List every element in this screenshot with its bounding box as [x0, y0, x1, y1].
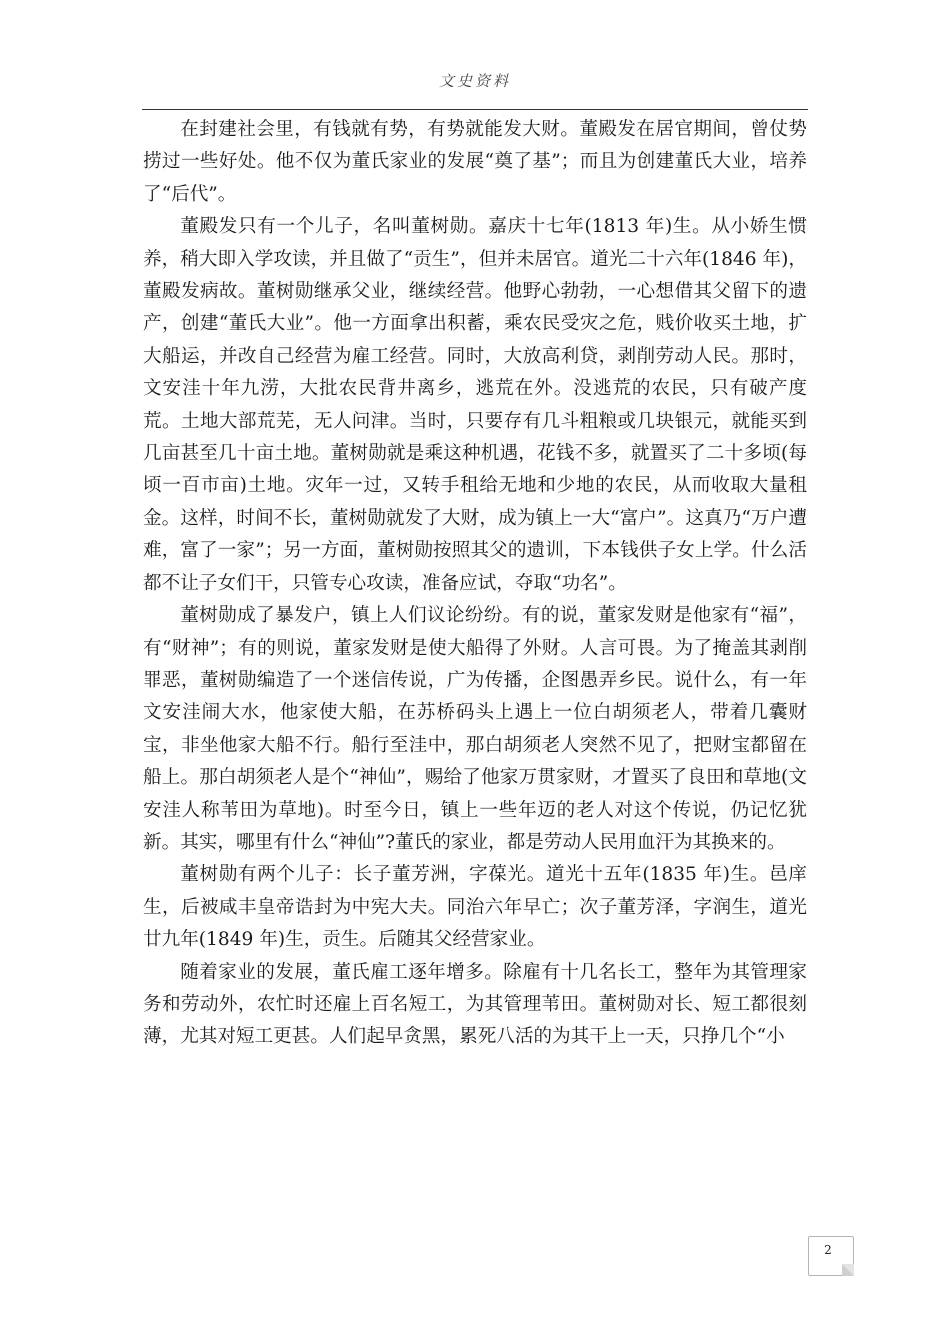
page-number-badge [808, 1236, 854, 1276]
paragraph: 董殿发只有一个儿子，名叫董树勋。嘉庆十七年(1813 年)生。从小娇生惯养，稍大即入学攻读，并且做了“贡生”，但并未居官。道光二十六年(1846 年)，董殿发病故。董树勋继承父业，继续经营。他野心勃勃，一心想借其父留下的遗产，创建“董氏大业”。他一方面拿出积蓄，乘农民受灾之危，贱价收买土地，扩大船运，并改自己经营为雇工经营。同时，大放高利贷，剥削劳动人民。那时，文安洼十年九涝，大批农民背井离乡，逃荒在外。没逃荒的农民，只有破产度荒。土地大部荒芜，无人问津。当时，只要存有几斗粗粮或几块银元，就能买到几亩甚至几十亩土地。董树勋就是乘这种机遇，花钱不多，就置买了二十多顷(每顷一百市亩)土地。灾年一过，又转手租给无地和少地的农民，从而收取大量租金。这样，时间不长，董树勋就发了大财，成为镇上一大“富户”。这真乃“万户遭难，富了一家”；另一方面，董树勋按照其父的遗训，下本钱供子女上学。什么活都不让子女们干，只管专心攻读，准备应试，夺取“功名”。 [143, 216, 807, 594]
paragraph: 董树勋成了暴发户，镇上人们议论纷纷。有的说，董家发财是他家有“福”，有“财神”；有的则说，董家发财是使大船得了外财。人言可畏。为了掩盖其剥削罪恶，董树勋编造了一个迷信传说，广为传播，企图愚弄乡民。说什么，有一年文安洼闹大水，他家使大船，在苏桥码头上遇上一位白胡须老人，带着几囊财宝，非坐他家大船不行。船行至洼中，那白胡须老人突然不见了，把财宝都留在船上。那白胡须老人是个“神仙”，赐给了他家万贯家财，才置买了良田和草地(文安洼人称苇田为草地)。时至今日，镇上一些年迈的老人对这个传说，仍记忆犹新。其实，哪里有什么“神仙”?董氏的家业，都是劳动人民用血汗为其换来的。 [143, 605, 807, 853]
paragraph: 董树勋有两个儿子：长子董芳洲，字葆光。道光十五年(1835 年)生。邑庠生，后被咸丰皇帝诰封为中宪大夫。同治六年早亡；次子董芳泽，字润生，道光廿九年(1849 年)生，贡生。后随其父经营家业。 [143, 864, 807, 951]
page-fold-icon [842, 1264, 854, 1276]
document-body [143, 114, 807, 1054]
paragraph: 在封建社会里，有钱就有势，有势就能发大财。董殿发在居官期间，曾仗势捞过一些好处。他不仅为董氏家业的发展“奠了基”；而且为创建董氏大业，培养了“后代”。 [143, 119, 807, 205]
page-number: 2 [824, 1243, 832, 1257]
header-divider [142, 109, 808, 110]
running-header-title: 文史资料 [438, 72, 511, 90]
paragraph: 随着家业的发展，董氏雇工逐年增多。除雇有十几名长工，整年为其管理家务和劳动外，农忙时还雇上百名短工，为其管理苇田。董树勋对长、短工都很刻薄，尤其对短工更甚。人们起早贪黑，累死八活的为其干上一天，只挣几个“小 [143, 961, 807, 1048]
